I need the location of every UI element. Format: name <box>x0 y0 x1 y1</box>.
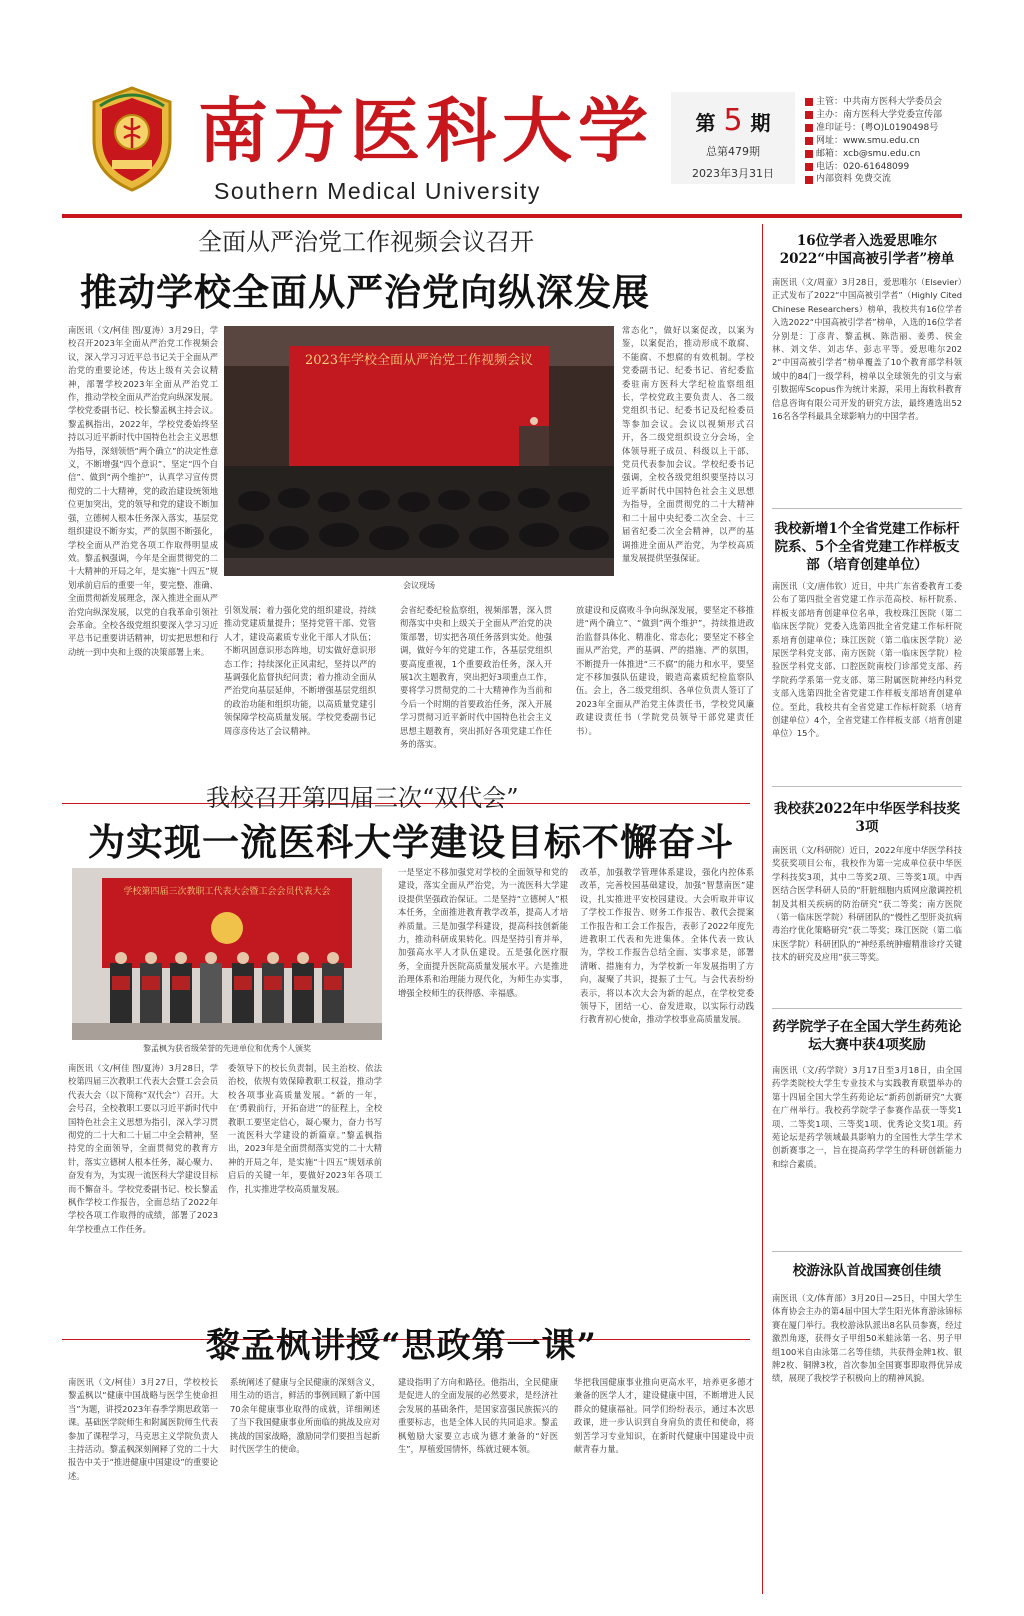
sidebar-divider <box>772 1008 962 1009</box>
photo-banner-text: 学校第四届三次教职工代表大会暨工会会员代表大会 <box>123 887 331 897</box>
article3-column: 建设指明了方向和路径。他指出，全民健康是促进人的全面发展的必然要求，是经济社会发展的基础条件，是国家富强民族振兴的重要标志，也是全体人民的共同追求。黎孟枫勉励大家要立志成为德才兼备的“好医生”，厚植爱国情怀，练就过硬本领。 <box>398 1377 558 1455</box>
university-emblem-icon <box>82 82 182 194</box>
sidebar-headline: 校游泳队首战国赛创佳绩 <box>792 1263 942 1279</box>
sidebar-headline: 16位学者入选爱思唯尔2022“中国高被引学者”榜单 <box>779 233 955 267</box>
masthead-title: 南方医科大学 <box>198 89 654 172</box>
photo-banner-text: 2023年学校全面从严治党工作视频会议 <box>304 353 534 368</box>
meta-line: 邮箱：xcb@smu.edu.cn <box>805 148 965 161</box>
sidebar-article-body: 南医讯（文/科研院）近日，2022年度中华医学科技奖获奖项目公布，我校作为第一完成单位获中华医学科技奖3项，其中二等奖2项、三等奖1项。中西医结合医学科研人员的“肝脏细胞内质网应激调控机制及其相关疾病的防治研究”获二等奖；南方医院（第一临床医学院）科研团队的“慢性乙型肝炎抗病毒治疗优化策略研究”获二等奖；珠江医院（第二临床医学院）科研团队的“神经系统肿瘤精准诊疗关键技术的研究及应用”获三等奖。 <box>772 845 962 963</box>
sidebar-divider <box>772 1251 962 1252</box>
article1-column: 常态化”，做好以案促改，以案为鉴，以案促治，推动形成不敢腐、不能腐、不想腐的有效机制。学校党委副书记、纪委书记、省纪委监委驻南方医科大学纪检监察组组长，学校党政主要负责人、各二级党组织书记、纪委书记及纪检委员等参加会议。会议以视频形式召开，各二级党组织设立分会场，全体领导班子成员、科级以上干部、党员代表参加会议。学校纪委书记强调，全校各级党组织要坚持以习近平新时代中国特色社会主义思想为指导，全面贯彻党的二十大精神和二十届中央纪委二次全会、十三届省纪委二次全会精神，以严的基调推进全面从严治党，为学校高质量发展提供坚强保证。 <box>622 325 754 563</box>
meta-line: 主办：南方医科大学党委宣传部 <box>805 109 965 122</box>
article2-photo-caption: 黎孟枫为获省级荣誉的先进单位和优秀个人颁奖 <box>143 1044 311 1053</box>
article2-subtitle: 我校召开第四届三次“双代会” <box>206 784 519 812</box>
issue-date: 2023年3月31日 <box>692 167 774 180</box>
sidebar-divider <box>772 786 962 787</box>
issue-number: 第 5 期 <box>695 103 771 138</box>
article1-photo <box>224 326 614 576</box>
meta-line: 准印证号：(粤O)L0190498号 <box>805 122 965 135</box>
sidebar-divider <box>772 508 962 509</box>
article3-column: 系统阐述了健康与全民健康的深刻含义，用生动的语言，鲜活的事例回顾了新中国70余年健康事业取得的成就，详细阐述了当下我国健康事业所面临的挑战及应对挑战的国家战略，激励同学们要担当起新时代医学生的使命。 <box>230 1377 380 1455</box>
sidebar-headline: 我校获2022年中华医学科技奖3项 <box>773 801 961 835</box>
sidebar-article-body: 南医讯（文/体育部）3月20日—25日，中国大学生体育协会主办的第4届中国大学生阳光体育游泳锦标赛在厦门举行。我校游泳队派出8名队员参赛，经过激烈角逐，获得女子甲组50米蛙泳第一名、男子甲组100米自由泳第二名等佳绩，共获得金牌1枚、银牌2枚、铜牌3枚，首次参加全国赛事即取得优异成绩，展现了我校学子积极向上的精神风貌。 <box>772 1293 962 1384</box>
meta-line: 主管：中共南方医科大学委员会 <box>805 96 965 109</box>
article1-column: 放建设和反腐败斗争向纵深发展，要坚定不移推进“两个确立”、“做到”两个维护”，持续推进政治监督具体化、精准化、常态化；要坚定不移全面从严治党，严的基调、严的措施、严的氛围，不断提升一体推进“三不腐”的能力和水平，要坚定不移加强队伍建设，锻造高素质纪检监察队伍。会上，各二级党组织、各单位负责人签订了2023年全面从严治党主体责任书，学校党风廉政建设责任书（学院党员领导干部党建责任书）。 <box>576 605 754 736</box>
article2-headline: 为实现一流医科大学建设目标不懈奋斗 <box>88 820 734 864</box>
sidebar-article-body: 南医讯（文/周童）3月28日，爱思唯尔（Elsevier）正式发布了2022“中国高被引学者”（Highly Cited Chinese Researchers）榜单，我校共有16位学者入选2022“中国高被引学者”榜单，入选的16位学者分别是：丁彦青、黎孟枫、陈浩丽、姜勇、侯金林、刘文华、刘志华、彭志平等。爱思唯尔2022“中国高被引学者”榜单覆盖了10个教育部学科领域中的84门一级学科，榜单以全球领先的引文与索引数据库Scopus作为统计来源，采用上海软科教育信息咨询有限公司开发的研究方法，最终遴选出5216名各学科最具全球影响力的中国学者。 <box>772 277 962 422</box>
article2-column: 一是坚定不移加强党对学校的全面领导和党的建设，落实全面从严治党，为一流医科大学建设提供坚强政治保证。二是坚持“立德树人”根本任务，全面推进教育教学改革，提高人才培养质量。三是加强学科建设，提高科技创新能力，推动科研成果转化。四是坚持引育并举，加强高水平人才队伍建设。五是强化医疗服务，全面提升医院高质量发展水平。六是推进治理体系和治理能力现代化，为师生办实事，增强全校师生的获得感、幸福感。 <box>398 867 568 998</box>
sidebar-headline: 药学院学子在全国大学生药苑论坛大赛中获4项奖励 <box>772 1019 962 1053</box>
article1-column: 引领发展；着力强化党的组织建设，持续推动党建质量提升；坚持党管干部、党管人才，建设高素质专业化干部人才队伍；不断巩固意识形态阵地，切实做好意识形态工作；持续深化正风肃纪，坚持以严的基调强化监督执纪问责；着力推动全面从严治党向基层延伸，不断增强基层党组织的政治功能和组织功能，以高质量党建引领保障学校高质量发展。学校党委副书记周彦彦传达了会议精神。 <box>224 605 376 736</box>
total-issue: 总第479期 <box>706 145 760 158</box>
article2-column: 改革，加强教学管理体系建设，强化内控体系改革，完善校园基础建设，加强“智慧南医”建设，扎实推进平安校园建设。大会听取并审议了学校工作报告、财务工作报告、教代会提案工作报告和工会工作报告，表彰了2022年度先进教职工代表和先进集体。全体代表一致认为，学校工作报告总结全面、实事求是，部署清晰、措施有力，为学校新一年发展指明了方向，凝聚了共识，提振了士气。与会代表纷纷表示，将以本次大会为新的起点，在学校党委领导下，团结一心、奋发进取，以实际行动践行教育初心使命，推动学校事业高质量发展。 <box>580 867 754 1025</box>
article2-column: 南医讯（文/柯佳 图/夏涛）3月28日，学校第四届三次教职工代表大会暨工会会员代表大会（以下简称“双代会”）召开。大会号召，全校教职工要以习近平新时代中国特色社会主义思想为指引，深入学习贯彻党的二十大和二十届二中全会精神，坚持党的全面领导，全面贯彻党的教育方针，落实立德树人根本任务，凝心聚力、奋发有为，为实现一流医科大学建设目标而不懈奋斗。学校党委副书记、校长黎孟枫作学校工作报告，全面总结了2022年学校各项工作取得的成绩，部署了2023年学校重点工作任务。 <box>68 1063 218 1234</box>
sidebar-article-body: 南医讯（文/药学院）3月17日至3月18日，由全国药学类院校大学生专业技术与实践教育联盟举办的第十四届全国大学生药苑论坛“新药创新研究”大赛在广州举行。我校药学院学子参赛作品获一等奖1项、二等奖1项、三等奖1项、优秀论文奖1项。药苑论坛是药学领域最具影响力的全国性大学生学术创新赛事之一，旨在提高药学学生的科研创新能力和综合素质。 <box>772 1065 962 1169</box>
article3-column: 华把我国健康事业推向更高水平，培养更多德才兼备的医学人才，建设健康中国，不断增进人民群众的健康福祉。同学们纷纷表示，通过本次思政课，进一步认识到自身肩负的责任和使命，将刻苦学习专业知识，在新时代健康中国建设中贡献青春力量。 <box>574 1377 754 1455</box>
meta-line: 内部资料 免费交流 <box>805 173 965 186</box>
meta-line: 电话：020-61648099 <box>805 161 965 174</box>
masthead-meta <box>805 96 965 186</box>
column-divider <box>762 224 763 1594</box>
sidebar-headline: 我校新增1个全省党建工作标杆院系、5个全省党建工作样板支部（培育创建单位） <box>774 521 960 573</box>
meta-line: 网址：www.smu.edu.cn <box>805 135 965 148</box>
masthead-title-en: Southern Medical University <box>214 178 541 204</box>
article1-photo-caption: 会议现场 <box>403 581 435 590</box>
article3-column: 南医讯（文/柯佳）3月27日，学校校长黎孟枫以“健康中国战略与医学生使命担当”为题，讲授2023年春季学期思政第一课。基础医学院师生和附属医院师生代表参加了课程学习，马克思主义学院负责人主持活动。黎孟枫深刻阐释了党的二十大报告中关于“推进健康中国建设”的重要论述。 <box>68 1377 218 1481</box>
article1-column: 南医讯（文/柯佳 图/夏涛）3月29日，学校召开2023年全面从严治党工作视频会议，深入学习习近平总书记关于全面从严治党的重要论述，传达上级有关会议精神，部署学校2023年全面从严治党工作，推动学校全面从严治党向纵深发展。学校党委副书记、校长黎孟枫主持会议。黎孟枫指出，2022年，学校党委始终坚持以习近平新时代中国特色社会主义思想为指导，深刻领悟“两个确立”的决定性意义，不断增强“四个意识”、坚定“四个自信”、做到“两个维护”，认真学习宣传贯彻党的二十大精神，党的政治建设统领地位更加突出，党的领导和党的建设不断加强，立德树人根本任务深入落实，基层党组织建设不断夯实，严的氛围不断强化，学校全面从严治党各项工作取得明显成效。黎孟枫强调，今年是全面贯彻党的二十大精神的开局之年，是实施“十四五”规划承前启后的重要一年，要完整、准确、全面贯彻新发展理念，深入推进全面从严治党向纵深发展，以党的自我革命引领社会革命。全校各级党组织要深入学习习近平总书记重要讲话精神，切实把思想和行动统一到中央和上级的决策部署上来。 <box>68 325 218 657</box>
sidebar-article-body: 南医讯（文/唐伟钦）近日，中共广东省委教育工委公布了第四批全省党建工作示范高校、标杆院系、样板支部培育创建单位名单，我校珠江医院（第二临床医学院）党委入选第四批全省党建工作标杆院系培育创建单位；珠江医院（第二临床医学院）泌尿医学科党支部、南方医院（第一临床医学院）检验医学科党支部、口腔医院南校门诊部党支部、药学院药学系第一党支部、第三附属医院神经内科党支部入选第四批全省党建工作样板支部培育创建单位。至此，我校共有全省党建工作标杆院系（培育创建单位）4个，全省党建工作样板支部（培育创建单位）15个。 <box>772 581 962 739</box>
article3-headline: 黎孟枫讲授“思政第一课” <box>206 1326 598 1366</box>
article2-column: 委领导下的校长负责制，民主治校、依法治校，依规有效保障教职工权益，推动学校各项事业高质量发展。“新的一年，在‘勇毅前行，开拓奋进’”的征程上，全校教职工要坚定信心，凝心聚力，奋力书写一流医科大学建设的新篇章。”黎孟枫指出，2023年是全面贯彻落实党的二十大精神的开局之年，是实施“十四五”规划承前启后的关键一年，要做好2023年各项工作，扎实推进学校高质量发展。 <box>228 1063 382 1194</box>
article1-subtitle: 全面从严治党工作视频会议召开 <box>198 228 534 256</box>
masthead-rule <box>62 214 962 218</box>
article1-column: 会省纪委纪检监察组，视频部署，深入贯彻落实中央和上级关于全面从严治党的决策部署，切实把各项任务落到实处。他强调，做好今年的党建工作，各基层党组织要高度重视，1个重要政治任务，深入开展1次主题教育，突出把好3项重点工作，要将学习贯彻党的二十大精神作为当前和今后一个时期的首要政治任务，深入开展学习贯彻习近平新时代中国特色社会主义思想主题教育，突出抓好各项党建工作任务的落实。 <box>400 605 552 750</box>
article1-headline: 推动学校全面从严治党向纵深发展 <box>80 270 650 314</box>
article2-photo <box>72 868 382 1040</box>
